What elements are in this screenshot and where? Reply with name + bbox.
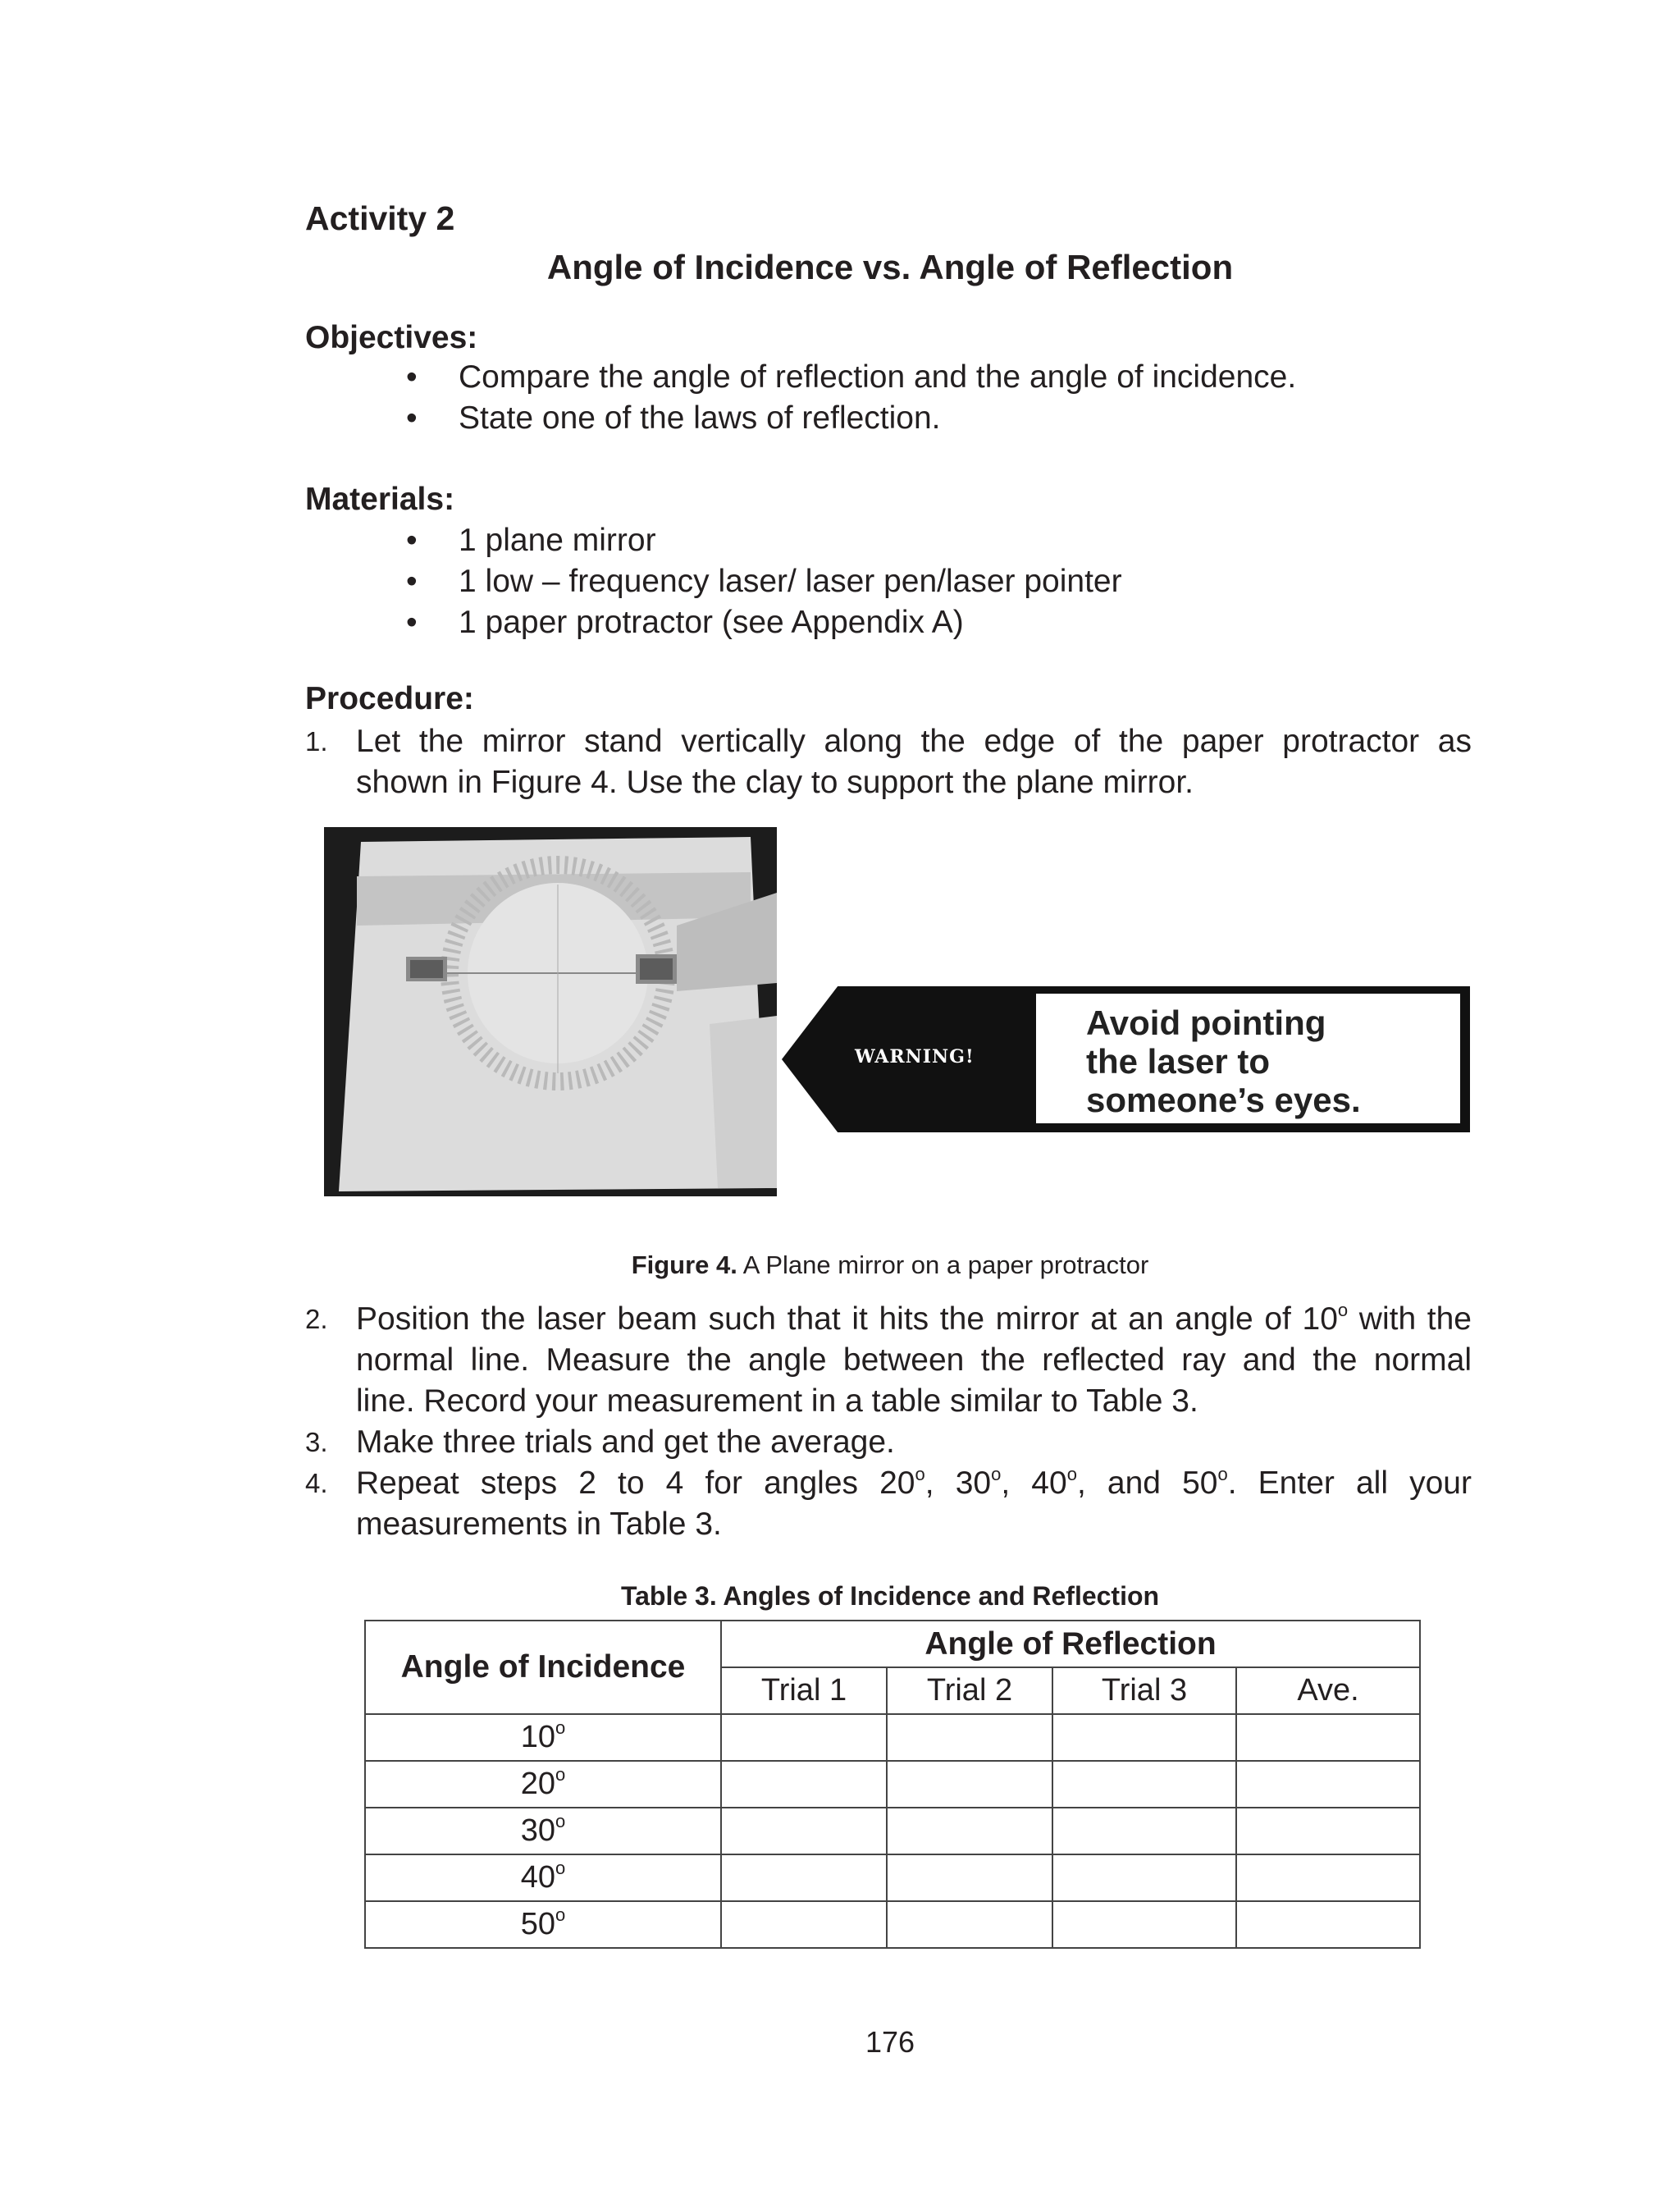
step-number: 4.: [305, 1468, 328, 1498]
trial-cell: [887, 1808, 1052, 1854]
average-cell: [1236, 1714, 1420, 1761]
header-angle-of-incidence: Angle of Incidence: [365, 1621, 721, 1714]
figure-caption-label: Figure 4.: [631, 1250, 737, 1279]
warning-label: WARNING!: [855, 1046, 975, 1068]
average-cell: [1236, 1854, 1420, 1901]
warning-message: [1086, 1004, 1361, 1119]
trial-cell: [721, 1714, 887, 1761]
average-cell: [1236, 1761, 1420, 1808]
incidence-angle-cell: [365, 1808, 721, 1854]
figure-caption: [0, 1249, 1680, 1282]
bullet-icon: •: [406, 523, 418, 558]
step-text: shown in Figure 4. Use the clay to support the plane mirror.: [356, 765, 1194, 800]
step-text-part: with the: [1358, 1301, 1472, 1337]
angle-value: 10: [520, 1720, 556, 1754]
table-caption: Table 3. Angles of Incidence and Reflection: [620, 1581, 1160, 1611]
step-text: [356, 1299, 1472, 1340]
degree-symbol: o: [555, 1764, 566, 1785]
table-row: [365, 1808, 1420, 1854]
trial-cell: [887, 1714, 1052, 1761]
bullet-icon: •: [406, 400, 418, 436]
step-number: 3.: [305, 1427, 328, 1457]
trial-cell: [887, 1854, 1052, 1901]
step-text-part: , 40: [1001, 1465, 1067, 1501]
header-average: Ave.: [1236, 1667, 1420, 1714]
procedure-heading: Procedure:: [305, 681, 474, 716]
objectives-heading: Objectives:: [305, 320, 478, 355]
bullet-icon: •: [406, 359, 418, 395]
average-cell: [1236, 1901, 1420, 1948]
angle-value: 30: [520, 1813, 556, 1848]
page-number: 176: [865, 2025, 915, 2059]
material-text: 1 plane mirror: [459, 523, 656, 558]
activity-heading: Activity 2: [305, 199, 455, 237]
warning-line: someone’s eyes.: [1086, 1081, 1361, 1119]
incidence-angle-cell: [365, 1854, 721, 1901]
header-trial-1: Trial 1: [721, 1667, 887, 1714]
step-text: line. Record your measurement in a table similar to Table 3.: [356, 1383, 1198, 1419]
materials-heading: Materials:: [305, 482, 455, 517]
degree-symbol: o: [555, 1858, 566, 1878]
trial-cell: [721, 1808, 887, 1854]
degree-symbol: o: [915, 1464, 925, 1484]
trial-cell: [887, 1761, 1052, 1808]
mirror-protractor-photo: [324, 827, 777, 1196]
trial-cell: [1052, 1761, 1236, 1808]
degree-symbol: o: [1066, 1464, 1077, 1484]
average-cell: [1236, 1808, 1420, 1854]
header-angle-of-reflection: Angle of Reflection: [721, 1621, 1420, 1667]
step-text: measurements in Table 3.: [356, 1506, 722, 1542]
warning-message-panel: [1020, 994, 1460, 1123]
trial-cell: [1052, 1714, 1236, 1761]
step-text: Make three trials and get the average.: [356, 1424, 895, 1460]
table-row: [365, 1761, 1420, 1808]
objective-text: State one of the laws of reflection.: [459, 400, 941, 436]
table-header-row: [365, 1621, 1420, 1667]
material-text: 1 low – frequency laser/ laser pen/laser pointer: [459, 564, 1122, 599]
step-text: normal line. Measure the angle between the reflected ray and the normal: [356, 1342, 1472, 1378]
angle-value: 50: [520, 1907, 556, 1941]
page-title: Angle of Incidence vs. Angle of Reflection: [546, 248, 1234, 286]
step-text: [356, 1463, 1472, 1504]
trial-cell: [721, 1901, 887, 1948]
bullet-icon: •: [406, 605, 418, 640]
incidence-angle-cell: [365, 1714, 721, 1761]
step-text-part: , 30: [924, 1465, 992, 1501]
header-trial-3: Trial 3: [1052, 1667, 1236, 1714]
trial-cell: [887, 1901, 1052, 1948]
trial-cell: [1052, 1808, 1236, 1854]
objective-text: Compare the angle of reflection and the angle of incidence.: [459, 359, 1297, 395]
figure-caption-text: A Plane mirror on a paper protractor: [737, 1250, 1149, 1279]
trial-cell: [1052, 1854, 1236, 1901]
degree-symbol: o: [555, 1717, 566, 1738]
degree-symbol: o: [555, 1811, 566, 1831]
table-row: [365, 1854, 1420, 1901]
warning-message-box: [1013, 986, 1470, 1132]
degree-symbol: o: [1337, 1300, 1349, 1320]
degree-symbol: o: [555, 1904, 566, 1925]
degree-symbol: o: [991, 1464, 1002, 1484]
warning-line: Avoid pointing: [1086, 1004, 1326, 1042]
material-text: 1 paper protractor (see Appendix A): [459, 605, 964, 640]
step-text-part: Position the laser beam such that it hits the mirror at an angle of 10: [356, 1301, 1338, 1337]
warning-line: the laser to: [1086, 1042, 1271, 1081]
step-text: Let the mirror stand vertically along the edge of the paper protractor as: [356, 724, 1472, 759]
table-row: [365, 1714, 1420, 1761]
step-text-part: . Enter all your: [1227, 1465, 1472, 1501]
step-number: 1.: [305, 726, 328, 757]
bullet-icon: •: [406, 564, 418, 599]
incidence-angle-cell: [365, 1901, 721, 1948]
table-row: [365, 1901, 1420, 1948]
header-trial-2: Trial 2: [887, 1667, 1052, 1714]
step-text-part: Repeat steps 2 to 4 for angles 20: [356, 1465, 915, 1501]
incidence-angle-cell: [365, 1761, 721, 1808]
photo-illustration: [324, 827, 777, 1196]
trial-cell: [1052, 1901, 1236, 1948]
angles-table: [364, 1620, 1421, 1949]
step-number: 2.: [305, 1304, 328, 1334]
trial-cell: [721, 1761, 887, 1808]
step-text-part: , and 50: [1076, 1465, 1218, 1501]
degree-symbol: o: [1217, 1464, 1228, 1484]
trial-cell: [721, 1854, 887, 1901]
angle-value: 20: [520, 1767, 556, 1801]
angle-value: 40: [520, 1860, 556, 1895]
